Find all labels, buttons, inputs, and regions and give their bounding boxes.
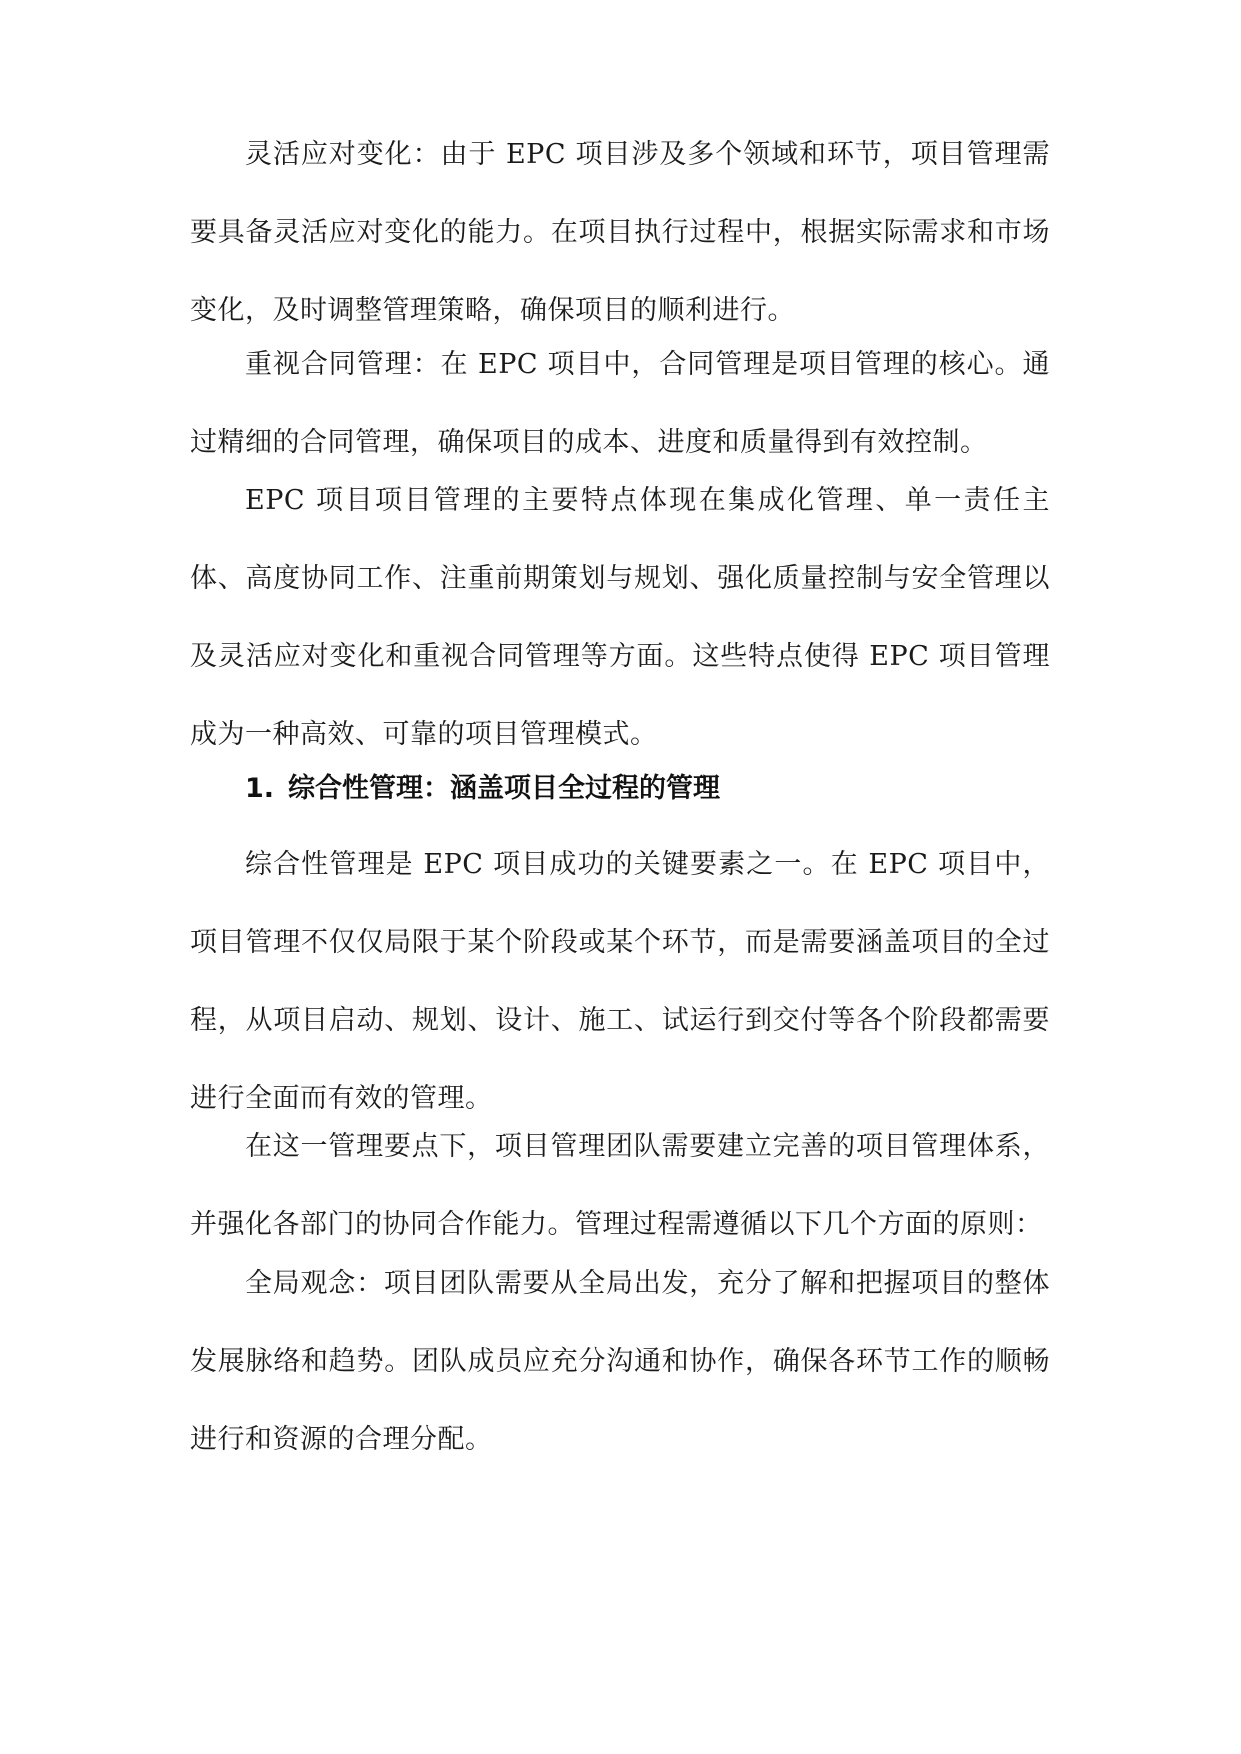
paragraph-flexible-response: 灵活应对变化：由于 EPC 项目涉及多个领域和环节，项目管理需要具备灵活应对变化的能力。在项目执行过程中，根据实际需求和市场变化，及时调整管理策略，确保项目的顺利进行。 [190, 139, 1050, 326]
section-heading-number: 1. [245, 773, 275, 804]
paragraph-contract-management: 重视合同管理：在 EPC 项目中，合同管理是项目管理的核心。通过精细的合同管理，确保项目的成本、进度和质量得到有效控制。 [190, 349, 1050, 458]
paragraph-epc-summary: EPC 项目项目管理的主要特点体现在集成化管理、单一责任主体、高度协同工作、注重前期策划与规划、强化质量控制与安全管理以及灵活应对变化和重视合同管理等方面。这些特点使得 EPC 项目管理成为一种高效、可靠的项目管理模式。 [190, 485, 1050, 750]
section-heading [245, 750, 1045, 828]
section-heading-title: 综合性管理：涵盖项目全过程的管理 [288, 773, 720, 804]
paragraph-global-view: 全局观念：项目团队需要从全局出发，充分了解和把握项目的整体发展脉络和趋势。团队成员应充分沟通和协作，确保各环节工作的顺畅进行和资源的合理分配。 [190, 1268, 1050, 1455]
paragraph-management-system: 在这一管理要点下，项目管理团队需要建立完善的项目管理体系，并强化各部门的协同合作能力。管理过程需遵循以下几个方面的原则： [190, 1131, 1050, 1240]
paragraph-comprehensive-management: 综合性管理是 EPC 项目成功的关键要素之一。在 EPC 项目中，项目管理不仅仅局限于某个阶段或某个环节，而是需要涵盖项目的全过程，从项目启动、规划、设计、施工、试运行到交付等各个阶段都需要进行全面而有效的管理。 [190, 849, 1050, 1114]
